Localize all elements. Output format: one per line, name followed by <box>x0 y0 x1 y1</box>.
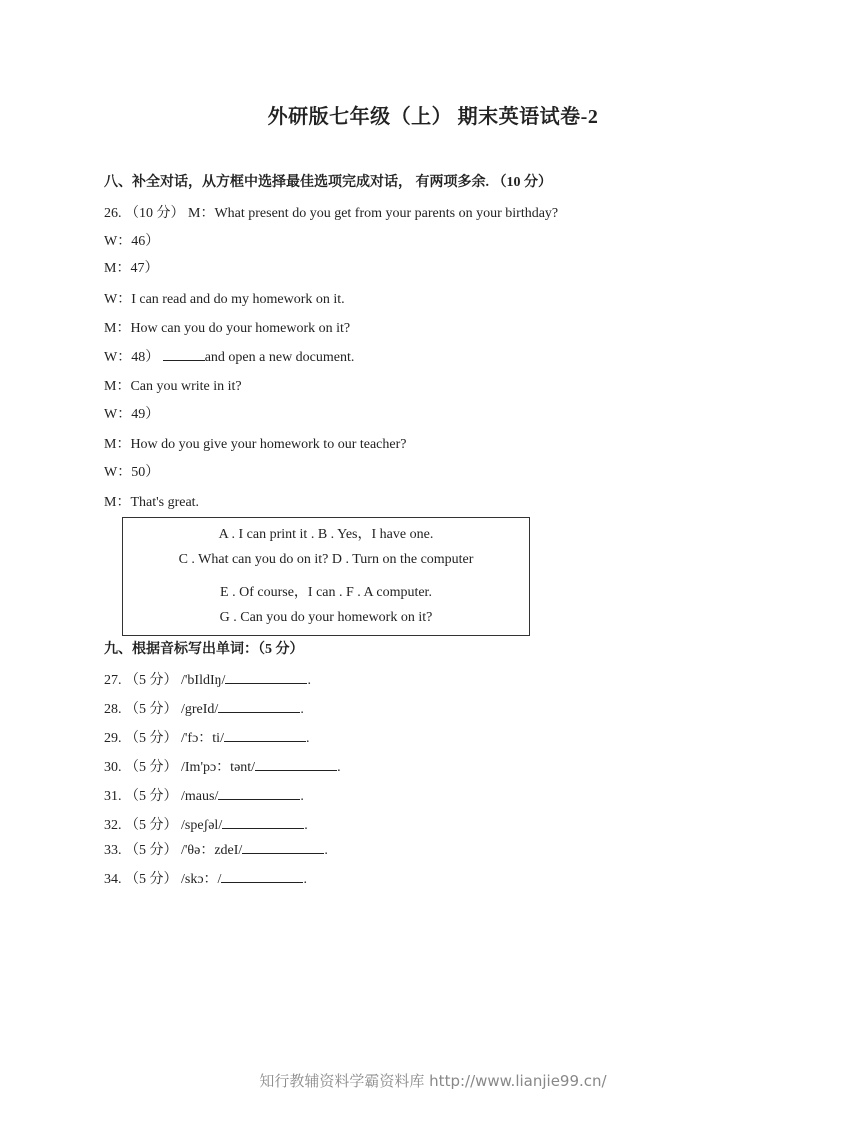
answer-blank[interactable] <box>255 756 337 771</box>
answer-blank-48[interactable] <box>163 346 205 361</box>
phonetic-text: 28. （5 分） /greId/ <box>104 702 219 717</box>
phonetic-text: 31. （5 分） /maus/ <box>104 789 219 804</box>
phonetic-text: 29. （5 分） /'fɔ：ti/ <box>104 731 224 746</box>
phonetic-item-30 <box>104 756 341 776</box>
period: . <box>300 789 304 804</box>
period: . <box>324 843 328 858</box>
answer-blank[interactable] <box>218 785 300 800</box>
options-box <box>122 517 530 636</box>
dialogue-line: M：How do you give your homework to our teacher? <box>104 437 407 452</box>
phonetic-item-32 <box>104 814 308 834</box>
period: . <box>303 872 307 887</box>
answer-blank[interactable] <box>218 698 300 713</box>
dialogue-line: M：Can you write in it? <box>104 379 242 394</box>
phonetic-text: 27. （5 分） /'bIldIŋ/ <box>104 673 226 688</box>
phonetic-text: 34. （5 分） /skɔ：/ <box>104 872 222 887</box>
answer-blank[interactable] <box>224 727 306 742</box>
phonetic-item-29 <box>104 727 309 747</box>
option-line: G . Can you do your homework on it? <box>219 610 433 625</box>
option-line: C . What can you do on it? D . Turn on the computer <box>178 552 474 567</box>
answer-blank[interactable] <box>225 669 307 684</box>
phonetic-item-27 <box>104 669 311 689</box>
answer-blank[interactable] <box>221 868 303 883</box>
page-title: 外研版七年级（上） 期末英语试卷-2 <box>267 106 599 128</box>
dialogue-line: M：That's great. <box>104 495 200 510</box>
period: . <box>304 818 308 833</box>
phonetic-item-34 <box>104 868 307 888</box>
footer-watermark: 知行教辅资料学霸资料库 http://www.lianjie99.cn/ <box>259 1072 607 1090</box>
dialogue-line-26: 26. （10 分） M：What present do you get from your parents on your birthday? <box>104 206 559 221</box>
phonetic-text: 33. （5 分） /'θə：zdeI/ <box>104 843 243 858</box>
phonetic-item-31 <box>104 785 304 805</box>
dialogue-line-48 <box>104 346 354 366</box>
section-9-heading: 九、根据音标写出单词：（5 分） <box>104 642 304 657</box>
phonetic-item-33 <box>104 839 328 859</box>
dialogue-line-46: W：46） <box>104 234 160 249</box>
period: . <box>300 702 304 717</box>
phonetic-text: 30. （5 分） /Im'pɔ：tənt/ <box>104 760 256 775</box>
option-line: E . Of course，I can . F . A computer. <box>220 585 432 600</box>
dialogue-line-48-label: W：48） <box>104 350 160 365</box>
dialogue-line-48-suffix: and open a new document. <box>204 350 355 365</box>
dialogue-line: W：I can read and do my homework on it. <box>104 292 345 307</box>
section-8-heading: 八、补全对话，从方框中选择最佳选项完成对话， 有两项多余. （10 分） <box>104 175 552 190</box>
answer-blank[interactable] <box>242 839 324 854</box>
dialogue-line-50: W：50） <box>104 465 160 480</box>
dialogue-line-49: W：49） <box>104 407 160 422</box>
phonetic-item-28 <box>104 698 304 718</box>
dialogue-line: M：How can you do your homework on it? <box>104 321 351 336</box>
period: . <box>305 731 310 746</box>
phonetic-text: 32. （5 分） /speʃəl/ <box>104 818 223 833</box>
dialogue-line-47: M：47） <box>104 261 159 276</box>
answer-blank[interactable] <box>222 814 304 829</box>
period: . <box>337 760 341 775</box>
option-line: A . I can print it . B . Yes，I have one. <box>218 527 434 542</box>
period: . <box>307 673 311 688</box>
